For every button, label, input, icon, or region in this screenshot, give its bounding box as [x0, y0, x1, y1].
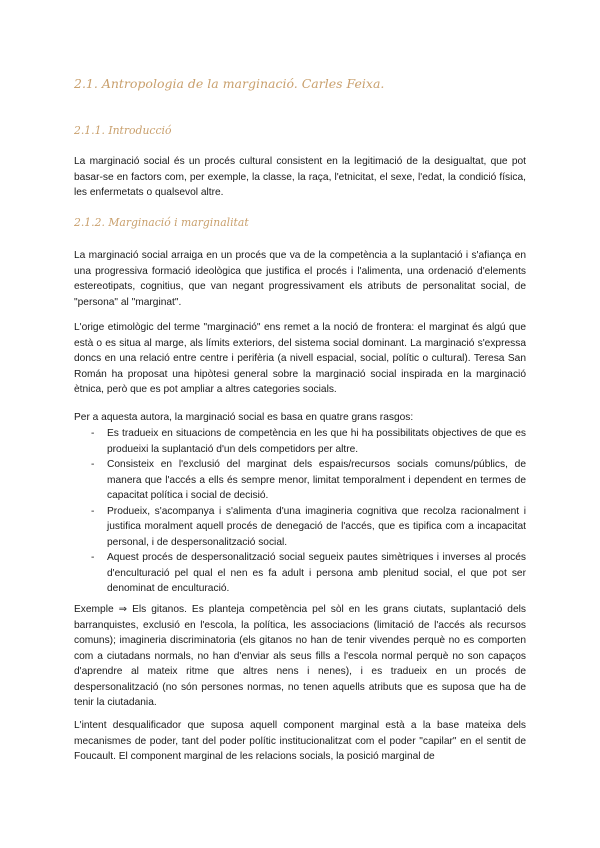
list-item [74, 550, 526, 597]
list-item [74, 457, 526, 504]
list-item-text: Produeix, s'acompanya i s'alimenta d'una imagineria cognitiva que recolza racionalment i justifica moralment aquell procés de denegació de l'accés, que es tipifica com a incapacitat personal, i de despersonalització social. [107, 505, 526, 548]
intro-paragraph: La marginació social és un procés cultural consistent en la legitimació de la desigualtat, que pot basar-se en factors com, per exemple, la classe, la raça, l'etnicitat, el sexe, l'edat, la condició física, les enfermetats o qualsevol altre. [74, 156, 526, 198]
list-item [74, 426, 526, 457]
rasgos-list [74, 426, 526, 597]
paragraph-autora: Per a aquesta autora, la marginació social es basa en quatre grans rasgos: [74, 412, 414, 423]
list-item-text: Consisteix en l'exclusió del marginat dels espais/recursos socials comuns/públics, de manera que l'accés a ells és sempre menor, limitat temporalment i dependent en termes de capacitat política i social de decisió. [107, 459, 526, 501]
marginalitat-heading: 2.1.2. Marginació i marginalitat [74, 216, 249, 229]
paragraph-arraiga: La marginació social arraiga en un procés que va de la competència a la suplantació i s'afiança en una progressiva formació ideològica que justifica el procés i l'alimenta, una ordenació d'elements estereotipats, cognitius, que van negant progressivament els atributs de personalitat social, de "persona" al "marginat". [74, 250, 526, 308]
list-bullet: - [91, 552, 95, 563]
list-bullet: - [91, 428, 95, 439]
paragraph-etimologic: L'orige etimològic del terme "marginació" ens remet a la noció de frontera: el marginat és algú que està o es situa al marge, als límits exteriors, del sistema social dominant. La marginació s'expressa doncs en una relació entre centre i perifèria (a nivell espacial, social, polític o cultural). Teresa San Román ha proposat una hipòtesi general sobre la marginació social inspirada en la marginació ètnica, però que es pot ampliar a altres categories socials. [74, 322, 526, 395]
list-item-text: Es tradueix en situacions de competència en les que hi ha possibilitats objectives de que es produeixi la suplantació d'un dels competidors per altre. [107, 428, 526, 455]
list-bullet: - [91, 459, 95, 470]
list-item [74, 504, 526, 551]
paragraph-exemple: Exemple ⇒ Els gitanos. Es planteja competència pel sòl en les grans ciutats, suplantació dels barranquistes, exclusió en l'escola, la política, les associacions (limitació de l'accés als recursos comuns); imagineria discriminatoria (els gitanos no han de tenir vivendes perquè no es comporten com a ciutadans normals, no han d'enviar als seus fills a l'escola normal perquè no son capaços d'aprendre al mateix ritme que altres nens i nenes), i es tradueix en un procés de despersonalització (no són persones normas, no tenen aquells atributs que es suposa que ha de tenir la ciutadania. [74, 604, 526, 708]
intro-heading: 2.1.1. Introducció [74, 124, 172, 137]
list-bullet: - [91, 505, 95, 517]
list-item-text: Aquest procés de despersonalització social segueix pautes simètriques i inverses al procés d'enculturació pel qual el nen es fa adult i persona amb plenitud social, el que pot ser denominat de enculturació. [107, 552, 526, 594]
main-heading: 2.1. Antropologia de la marginació. Carles Feixa. [74, 76, 385, 91]
paragraph-intent: L'intent desqualificador que suposa aquell component marginal està a la base mateixa dels mecanismes de poder, tant del poder polític institucionalitzat com el poder "capilar" en el sentit de Foucault. El component marginal de les relacions socials, la posició marginal de [74, 720, 526, 762]
